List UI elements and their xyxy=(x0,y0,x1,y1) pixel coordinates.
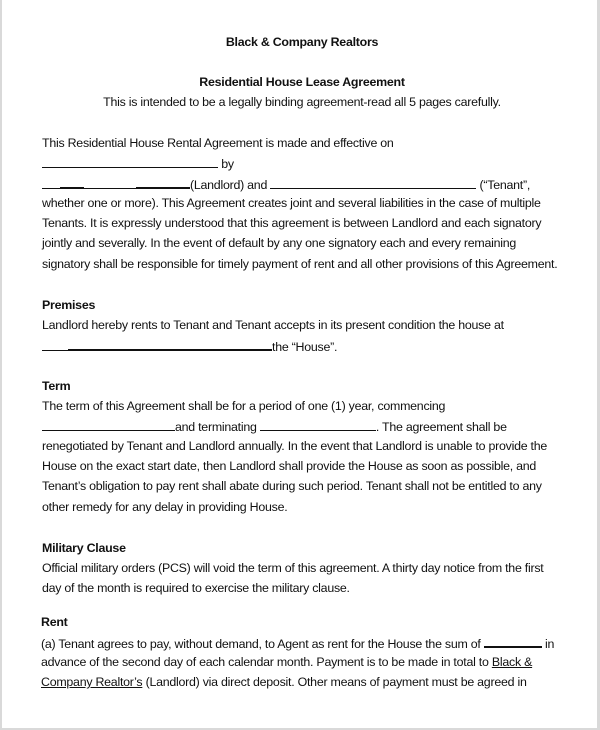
and-terminating-label: and terminating xyxy=(175,420,257,434)
intro-line-4: whether one or more). This Agreement creates joint and several liabilities in the case of multiple xyxy=(42,196,541,210)
military-line-1: Official military orders (PCS) will void the term of this agreement. A thirty day notice from the first xyxy=(42,561,544,575)
landlord-name-field-b[interactable] xyxy=(60,175,84,189)
term-line-2-end: . The agreement shall be xyxy=(375,420,507,434)
terminating-date-field[interactable] xyxy=(260,418,376,431)
rent-line-1-text: (a) Tenant agrees to pay, without demand, to Agent as rent for the House the sum of xyxy=(41,637,481,651)
term-line-6: other remedy for any delay in providing House. xyxy=(42,500,288,514)
landlord-name-field-d[interactable] xyxy=(136,175,190,189)
commencing-date-field[interactable] xyxy=(42,418,175,431)
term-line-1: The term of this Agreement shall be for a period of one (1) year, commencing xyxy=(42,399,446,413)
company-name: Black & Company Realtors xyxy=(225,35,379,49)
by-label: by xyxy=(221,157,234,171)
rent-line-1-end: in xyxy=(545,637,555,651)
intro-line-5: Tenants. It is expressly understood that this agreement is between Landlord and each signatory xyxy=(42,216,542,230)
rent-heading: Rent xyxy=(41,615,68,629)
landlord-name-field-c[interactable] xyxy=(84,176,136,189)
rent-amount-field[interactable] xyxy=(484,634,542,648)
tenant-name-field[interactable] xyxy=(270,176,476,189)
house-address-field-b[interactable] xyxy=(68,337,272,351)
term-line-5: Tenant’s obligation to pay rent shall abate during such period. Tenant shall not be entitled to any xyxy=(42,479,542,493)
term-line-3: renegotiated by Tenant and Landlord annually. In the event that Landlord is unable to provide the xyxy=(42,439,548,453)
term-heading: Term xyxy=(42,379,71,393)
document-title: Residential House Lease Agreement xyxy=(199,75,405,89)
intro-line-3 xyxy=(42,175,530,193)
house-address-field-a[interactable] xyxy=(42,338,68,351)
premises-line-1: Landlord hereby rents to Tenant and Tenant accepts in its present condition the house at xyxy=(42,318,504,332)
effective-date-field[interactable] xyxy=(42,155,218,168)
premises-heading: Premises xyxy=(42,298,96,312)
landlord-label: (Landlord) and xyxy=(190,178,268,192)
house-label: the “House”. xyxy=(272,340,338,354)
payee-name-part-2: Company Realtor’s xyxy=(41,675,143,689)
premises-line-2 xyxy=(42,337,337,355)
payee-name-part-1: Black & xyxy=(491,655,533,669)
intro-line-1: This Residential House Rental Agreement is made and effective on xyxy=(42,136,394,150)
intro-line-6: jointly and severally. In the event of default by any one signatory each and every remaining xyxy=(42,236,517,250)
rent-line-1 xyxy=(41,634,554,652)
document-subtitle: This is intended to be a legally binding agreement-read all 5 pages carefully. xyxy=(103,95,501,109)
rent-line-3 xyxy=(41,674,527,690)
rent-line-3-text: (Landlord) via direct deposit. Other means of payment must be agreed in xyxy=(145,675,527,689)
military-heading: Military Clause xyxy=(42,541,126,555)
rent-line-2 xyxy=(41,654,532,670)
intro-line-7: signatory shall be responsible for timely payment of rent and all other provisions of this Agreement. xyxy=(42,257,558,271)
term-line-2 xyxy=(42,418,507,435)
rent-line-2-text: advance of the second day of each calendar month. Payment is to be made in total to xyxy=(41,655,489,669)
landlord-name-field-a[interactable] xyxy=(42,176,60,189)
intro-line-2 xyxy=(42,155,234,172)
military-line-2: day of the month is required to exercise the military clause. xyxy=(42,581,350,595)
term-line-4: House on the exact start date, then Landlord shall provide the House as soon as possible, and xyxy=(42,459,537,473)
tenant-label: (“Tenant”, xyxy=(479,178,531,192)
